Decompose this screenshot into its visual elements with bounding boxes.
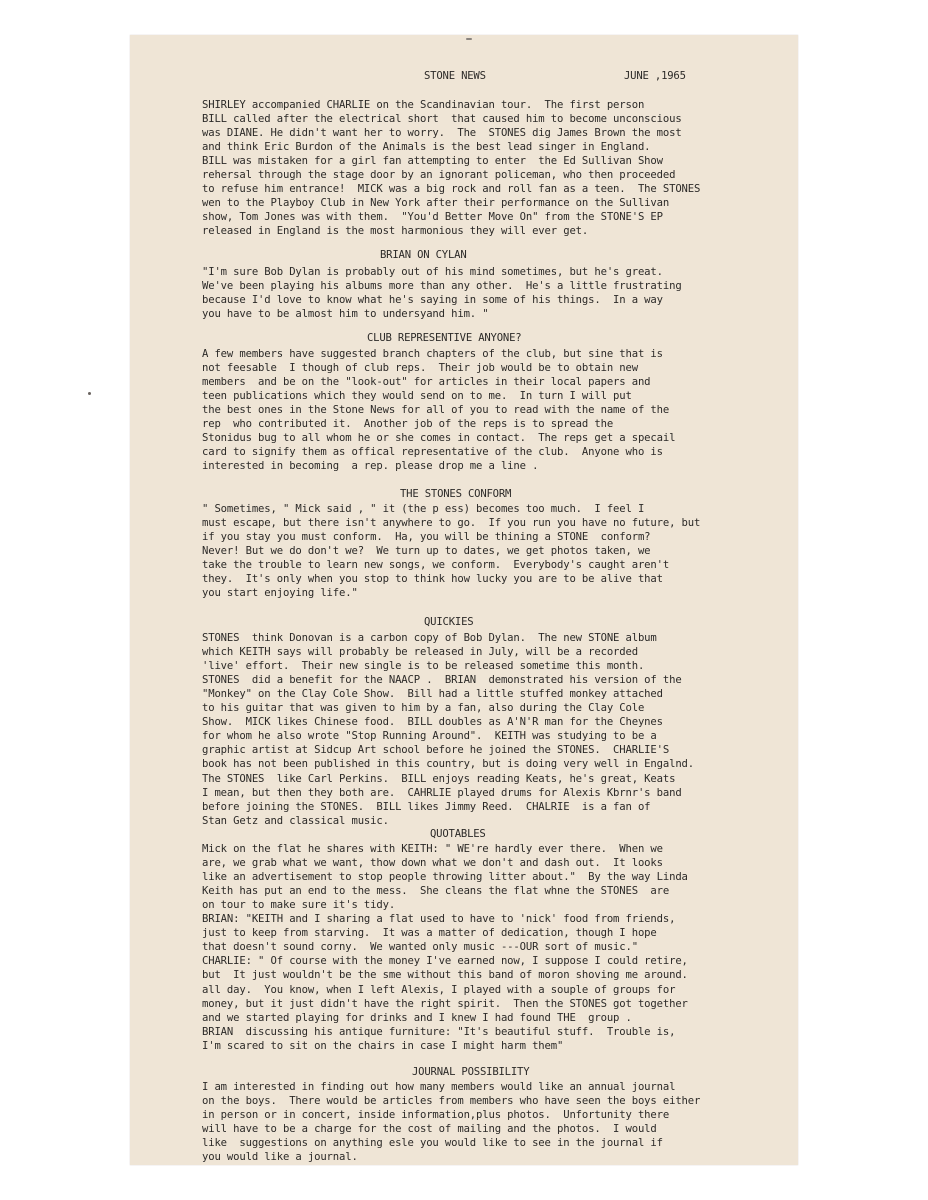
body-text-line: A few members have suggested branch chapters of the club, but sine that is <box>202 348 663 360</box>
body-text-line: BILL was mistaken for a girl fan attempting to enter the Ed Sullivan Show <box>202 155 663 168</box>
body-text-line: just to keep from starving. It was a matter of dedication, though I hope <box>202 927 657 940</box>
body-text-line: Stan Getz and classical music. <box>202 814 389 827</box>
body-text-line: SHIRLEY accompanied CHARLIE on the Scandinavian tour. The first person <box>202 99 645 111</box>
body-text-line: card to signify them as offical representative of the club. Anyone who is <box>202 446 663 459</box>
section-heading: CLUB REPRESENTIVE ANYONE? <box>367 332 522 344</box>
body-text-line: interested in becoming a rep. please drop me a line . <box>202 460 539 473</box>
body-text-line: that doesn't sound corny. We wanted only music ---OUR sort of music." <box>202 941 638 954</box>
body-text-line: will have to be a charge for the cost of mailing and the photos. I would <box>202 1123 657 1136</box>
body-text-line: wen to the Playboy Club in New York after their performance on the Sullivan <box>202 197 670 210</box>
body-text-line: I'm scared to sit on the chairs in case I might harm them" <box>202 1039 564 1052</box>
body-text-line: not feesable I though of club reps. Their job would be to obtain new <box>202 362 638 375</box>
body-text-line: like suggestions on anything esle you would like to see in the journal if <box>202 1137 663 1150</box>
body-text-line: 'live' effort. Their new single is to be released sometime this month. <box>202 660 645 673</box>
section-heading: THE STONES CONFORM <box>400 488 512 500</box>
body-text-line: all day. You know, when I left Alexis, I played with a souple of groups for <box>202 983 676 996</box>
body-text-line: which KEITH says will probably be released in July, will be a recorded <box>202 646 638 659</box>
body-text-line: rep who contributed it. Another job of the reps is to spread the <box>202 418 614 431</box>
body-text-line: CHARLIE: " Of course with the money I've earned now, I suppose I could retire, <box>202 955 688 968</box>
body-text-line: the best ones in the Stone News for all of you to read with the name of the <box>202 404 670 417</box>
body-text-line: you would like a journal. <box>202 1151 358 1164</box>
body-text-line: for whom he also wrote "Stop Running Around". KEITH was studying to be a <box>202 730 657 743</box>
body-text-line: take the trouble to learn new songs, we conform. Everybody's caught aren't <box>202 559 670 572</box>
body-text-line: if you stay you must conform. Ha, you will be thining a STONE conform? <box>202 531 651 544</box>
section-heading: QUICKIES <box>424 616 474 628</box>
body-text-line: but It just wouldn't be the sme without this band of moron shoving me around. <box>202 969 688 982</box>
body-text-line: "I'm sure Bob Dylan is probably out of his mind sometimes, but he's great. <box>202 266 663 278</box>
section-heading: JOURNAL POSSIBILITY <box>412 1066 530 1078</box>
body-text-line: are, we grab what we want, thow down what we don't and dash out. It looks <box>202 857 663 870</box>
body-text-line: STONES think Donovan is a carbon copy of Bob Dylan. The new STONE album <box>202 632 657 644</box>
body-text-line: Show. MICK likes Chinese food. BILL doubles as A'N'R man for the Cheynes <box>202 716 663 729</box>
body-text-line: in person or in concert, inside information,plus photos. Unfortunity there <box>202 1109 670 1122</box>
body-text-line: you start enjoying life." <box>202 587 358 600</box>
body-text-line: BRIAN discussing his antique furniture: "It's beautiful stuff. Trouble is, <box>202 1025 676 1038</box>
body-text-line: "Monkey" on the Clay Cole Show. Bill had a little stuffed monkey attached <box>202 688 663 701</box>
paper-speck <box>466 38 472 40</box>
section-heading: QUOTABLES <box>430 828 486 840</box>
body-text-line: Keith has put an end to the mess. She cleans the flat whne the STONES are <box>202 885 670 898</box>
body-text-line: money, but it just didn't have the right spirit. Then the STONES got together <box>202 997 688 1010</box>
body-text-line: and think Eric Burdon of the Animals is the best lead singer in England. <box>202 141 651 154</box>
body-text-line: was DIANE. He didn't want her to worry. The STONES dig James Brown the most <box>202 127 682 140</box>
body-text-line: show, Tom Jones was with them. "You'd Better Move On" from the STONE'S EP <box>202 211 663 224</box>
body-text-line: rehersal through the stage door by an ignorant policeman, who then proceeded <box>202 169 676 182</box>
body-text-line: BILL called after the electrical short that caused him to become unconscious <box>202 113 682 126</box>
body-text-line: like an advertisement to stop people throwing litter about." By the way Linda <box>202 871 688 884</box>
body-text-line: Mick on the flat he shares with KEITH: " WE're hardly ever there. When we <box>202 843 663 855</box>
body-text-line: before joining the STONES. BILL likes Jimmy Reed. CHALRIE is a fan of <box>202 800 651 813</box>
body-text-line: on tour to make sure it's tidy. <box>202 899 396 912</box>
body-text-line: to refuse him entrance! MICK was a big rock and roll fan as a teen. The STONES <box>202 183 701 196</box>
body-text-line: We've been playing his albums more than any other. He's a little frustrating <box>202 280 682 293</box>
body-text-line: released in England is the most harmonious they will ever get. <box>202 225 589 238</box>
body-text-line: and we started playing for drinks and I knew I had found THE group . <box>202 1011 632 1024</box>
body-text-line: I mean, but then they both are. CAHRLIE played drums for Alexis Kbrnr's band <box>202 786 682 799</box>
body-text-line: " Sometimes, " Mick said , " it (the p ess) becomes too much. I feel I <box>202 503 645 515</box>
body-text-line: The STONES like Carl Perkins. BILL enjoys reading Keats, he's great, Keats <box>202 772 676 785</box>
issue-date: JUNE ,1965 <box>624 70 686 82</box>
body-text-line: book has not been published in this country, but is doing very well in Engalnd. <box>202 758 695 771</box>
body-text-line: BRIAN: "KEITH and I sharing a flat used to have to 'nick' food from friends, <box>202 913 676 926</box>
body-text-line: you have to be almost him to undersyand him. " <box>202 308 489 321</box>
body-text-line: Stonidus bug to all whom he or she comes in contact. The reps get a specail <box>202 432 676 445</box>
body-text-line: graphic artist at Sidcup Art school before he joined the STONES. CHARLIE'S <box>202 744 670 757</box>
body-text-line: must escape, but there isn't anywhere to go. If you run you have no future, but <box>202 517 701 530</box>
document-page <box>130 35 798 1165</box>
body-text-line: they. It's only when you stop to think how lucky you are to be alive that <box>202 573 663 586</box>
body-text-line: teen publications which they would send on to me. In turn I will put <box>202 390 632 403</box>
body-text-line: I am interested in finding out how many members would like an annual journal <box>202 1081 676 1093</box>
body-text-line: Never! But we do don't we? We turn up to dates, we get photos taken, we <box>202 545 651 558</box>
body-text-line: to his guitar that was given to him by a fan, also during the Clay Cole <box>202 702 645 715</box>
body-text-line: because I'd love to know what he's saying in some of his things. In a way <box>202 294 663 307</box>
body-text-line: members and be on the "look-out" for articles in their local papers and <box>202 376 651 389</box>
margin-speck <box>88 392 91 395</box>
newsletter-title: STONE NEWS <box>424 70 486 82</box>
section-heading: BRIAN ON CYLAN <box>380 249 467 261</box>
body-text-line: STONES did a benefit for the NAACP . BRIAN demonstrated his version of the <box>202 674 682 687</box>
body-text-line: on the boys. There would be articles from members who have seen the boys either <box>202 1095 701 1108</box>
